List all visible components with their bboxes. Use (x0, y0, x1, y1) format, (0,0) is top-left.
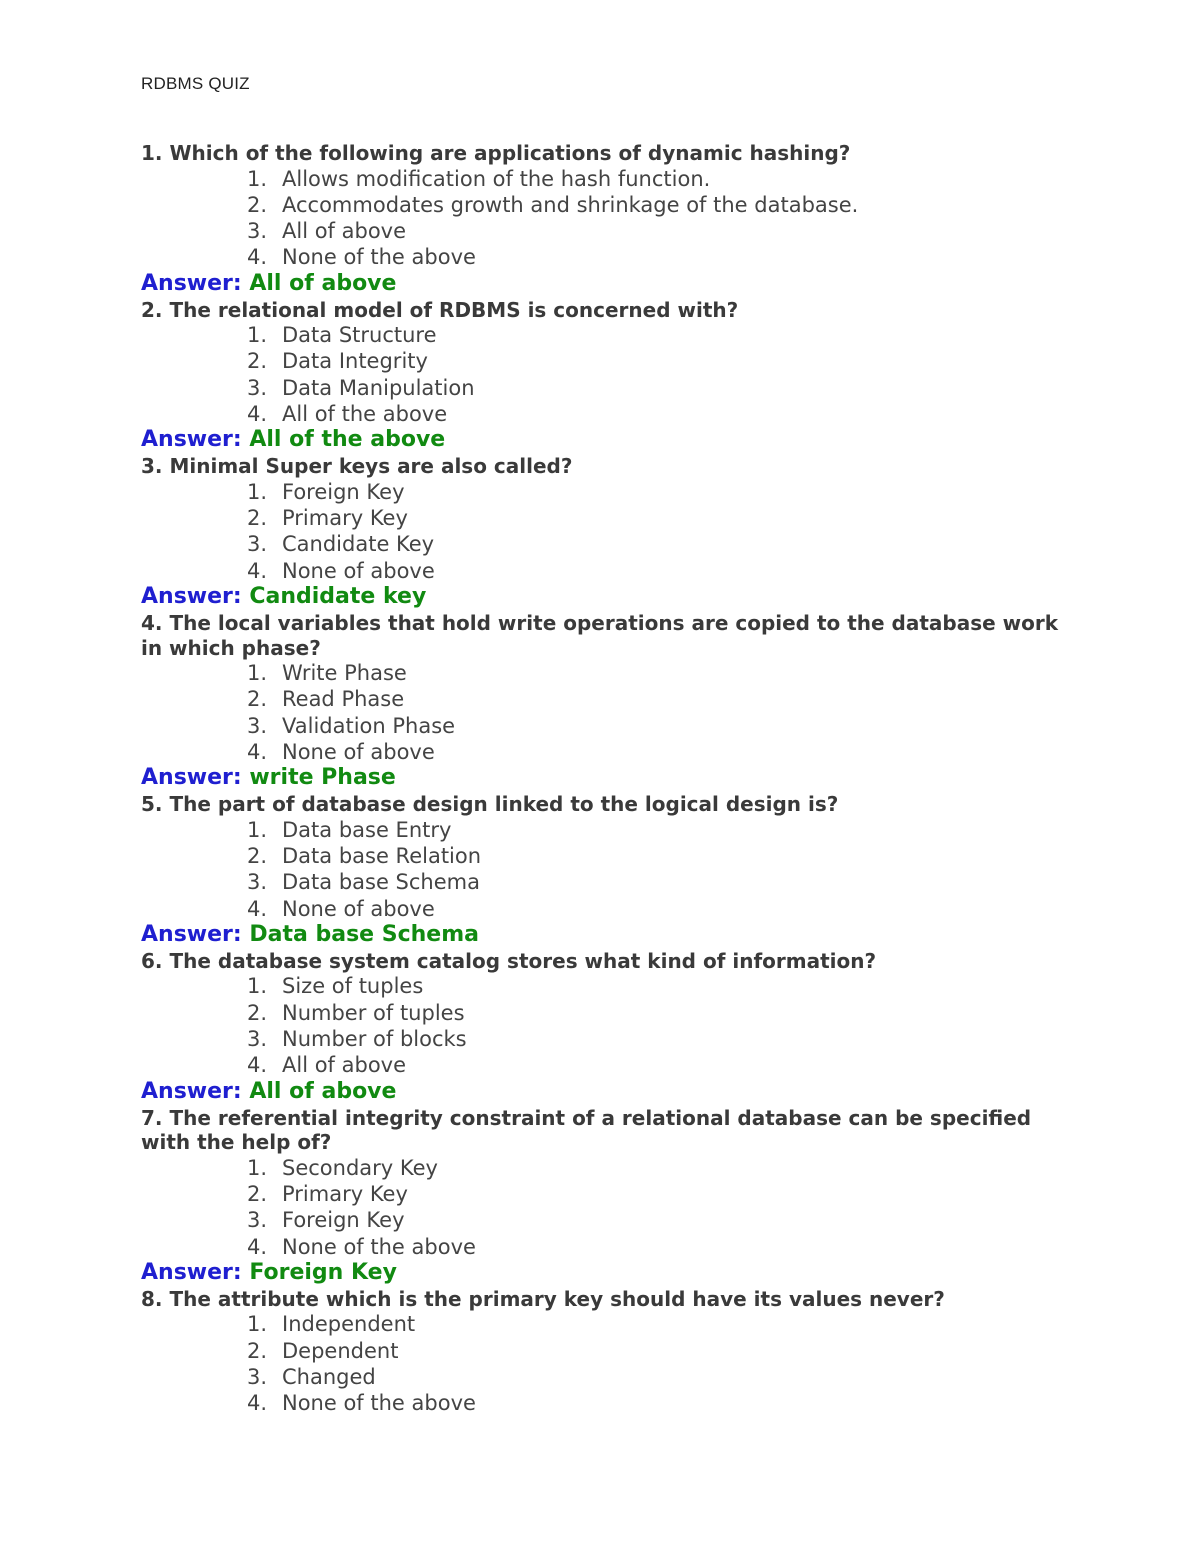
option-text: Primary Key (282, 1181, 408, 1206)
option-item (141, 218, 1081, 244)
question-text: 1. Which of the following are applications of dynamic hashing? (141, 141, 851, 165)
option-text: Data base Schema (282, 870, 480, 895)
option-item (141, 1155, 1081, 1181)
answer-value: Data base Schema (249, 921, 479, 947)
option-number: 1. (247, 166, 268, 191)
option-text: None of the above (282, 1391, 476, 1416)
answer-line (141, 427, 1081, 453)
quiz-body (141, 140, 1081, 1417)
option-item (141, 1052, 1081, 1078)
option-number: 2. (247, 349, 268, 374)
answer-label: Answer: (141, 1078, 242, 1104)
option-item (141, 166, 1081, 192)
option-text: Independent (282, 1312, 416, 1337)
answer-line (141, 1079, 1081, 1105)
option-number: 1. (247, 479, 268, 504)
option-number: 2. (247, 192, 268, 217)
answer-label: Answer: (141, 765, 242, 791)
option-item (141, 973, 1081, 999)
option-number: 1. (247, 817, 268, 842)
option-list (141, 166, 1081, 271)
option-item (141, 1311, 1081, 1337)
option-text: Candidate Key (282, 532, 435, 557)
option-item (141, 531, 1081, 557)
option-number: 1. (247, 1312, 268, 1337)
question-block (141, 1105, 1081, 1286)
page-header: RDBMS QUIZ (141, 74, 250, 93)
question-block (141, 1286, 1081, 1417)
option-text: All of above (282, 219, 407, 244)
answer-line (141, 584, 1081, 610)
option-number: 3. (247, 1364, 268, 1389)
option-text: Size of tuples (282, 974, 424, 999)
option-text: Allows modification of the hash function. (282, 166, 711, 191)
option-text: None of above (282, 896, 435, 921)
answer-label: Answer: (141, 1259, 242, 1285)
option-number: 1. (247, 974, 268, 999)
option-text: Write Phase (282, 661, 407, 686)
option-item (141, 713, 1081, 739)
option-number: 4. (247, 245, 268, 270)
option-number: 2. (247, 1338, 268, 1363)
option-item (141, 1338, 1081, 1364)
answer-label: Answer: (141, 584, 242, 610)
option-text: Accommodates growth and shrinkage of the database. (282, 192, 859, 217)
option-number: 4. (247, 558, 268, 583)
question-text: 4. The local variables that hold write operations are copied to the database work in which phase? (141, 611, 1059, 660)
option-number: 3. (247, 1208, 268, 1233)
option-text: Data Manipulation (282, 375, 475, 400)
option-number: 3. (247, 375, 268, 400)
option-number: 4. (247, 1234, 268, 1259)
option-text: None of the above (282, 245, 476, 270)
option-number: 4. (247, 1391, 268, 1416)
option-number: 1. (247, 661, 268, 686)
option-item (141, 843, 1081, 869)
option-text: Data Integrity (282, 349, 428, 374)
question-text: 3. Minimal Super keys are also called? (141, 454, 573, 479)
option-item (141, 739, 1081, 765)
question-text: 5. The part of database design linked to the logical design is? (141, 792, 839, 817)
option-item (141, 896, 1081, 922)
option-text: None of the above (282, 1234, 476, 1259)
option-list (141, 973, 1081, 1078)
question-block (141, 453, 1081, 610)
option-item (141, 505, 1081, 531)
answer-label: Answer: (141, 921, 242, 947)
option-number: 4. (247, 1053, 268, 1078)
option-item (141, 1000, 1081, 1026)
option-text: Read Phase (282, 687, 405, 712)
answer-value: write Phase (249, 765, 396, 791)
option-item (141, 660, 1081, 686)
option-text: Number of blocks (282, 1027, 467, 1052)
option-text: Data base Entry (282, 817, 452, 842)
option-list (141, 817, 1081, 922)
answer-value: Candidate key (249, 584, 427, 610)
option-text: All of above (282, 1053, 407, 1078)
option-number: 3. (247, 219, 268, 244)
option-text: Data base Relation (282, 844, 482, 869)
option-item (141, 348, 1081, 374)
option-list (141, 322, 1081, 427)
option-list (141, 1311, 1081, 1416)
option-item (141, 869, 1081, 895)
answer-value: All of above (249, 1078, 397, 1104)
option-number: 4. (247, 896, 268, 921)
option-text: Data Structure (282, 323, 437, 348)
question-block (141, 140, 1081, 297)
option-number: 4. (247, 739, 268, 764)
option-list (141, 1155, 1081, 1260)
option-text: Validation Phase (282, 713, 456, 738)
option-text: Secondary Key (282, 1155, 438, 1180)
answer-line (141, 922, 1081, 948)
option-text: Primary Key (282, 506, 408, 531)
question-text: 7. The referential integrity constraint of a relational database can be specified with the help of? (141, 1105, 1032, 1155)
answer-line (141, 1260, 1081, 1286)
question-block (141, 948, 1081, 1105)
option-number: 3. (247, 713, 268, 738)
option-item (141, 1234, 1081, 1260)
option-item (141, 244, 1081, 270)
option-text: None of above (282, 558, 435, 583)
option-number: 2. (247, 1000, 268, 1025)
answer-value: Foreign Key (249, 1259, 397, 1285)
answer-value: All of the above (249, 427, 446, 453)
option-list (141, 479, 1081, 584)
option-item (141, 401, 1081, 427)
option-item (141, 686, 1081, 712)
question-block (141, 791, 1081, 948)
option-number: 1. (247, 323, 268, 348)
answer-line (141, 271, 1081, 297)
option-number: 3. (247, 1027, 268, 1052)
option-number: 2. (247, 687, 268, 712)
option-list (141, 660, 1081, 765)
option-item (141, 1026, 1081, 1052)
option-number: 2. (247, 844, 268, 869)
option-item (141, 322, 1081, 348)
option-item (141, 1181, 1081, 1207)
answer-value: All of above (249, 270, 397, 296)
answer-label: Answer: (141, 270, 242, 296)
option-text: All of the above (282, 402, 448, 427)
option-text: Changed (282, 1364, 376, 1389)
answer-line (141, 765, 1081, 791)
question-block (141, 610, 1081, 791)
question-text: 8. The attribute which is the primary key should have its values never? (141, 1286, 945, 1311)
option-text: Foreign Key (282, 479, 405, 504)
option-number: 2. (247, 506, 268, 531)
question-block (141, 297, 1081, 454)
option-text: Number of tuples (282, 1000, 465, 1025)
option-text: None of above (282, 739, 435, 764)
option-item (141, 375, 1081, 401)
option-number: 4. (247, 402, 268, 427)
option-item (141, 817, 1081, 843)
option-text: Foreign Key (282, 1208, 405, 1233)
option-number: 2. (247, 1181, 268, 1206)
answer-label: Answer: (141, 427, 242, 453)
option-item (141, 192, 1081, 218)
option-item (141, 479, 1081, 505)
option-item (141, 1207, 1081, 1233)
question-text: 6. The database system catalog stores what kind of information? (141, 948, 877, 973)
option-item (141, 558, 1081, 584)
option-number: 1. (247, 1155, 268, 1180)
option-item (141, 1390, 1081, 1416)
option-number: 3. (247, 870, 268, 895)
option-number: 3. (247, 532, 268, 557)
question-text: 2. The relational model of RDBMS is concerned with? (141, 297, 739, 322)
option-item (141, 1364, 1081, 1390)
option-text: Dependent (282, 1338, 399, 1363)
